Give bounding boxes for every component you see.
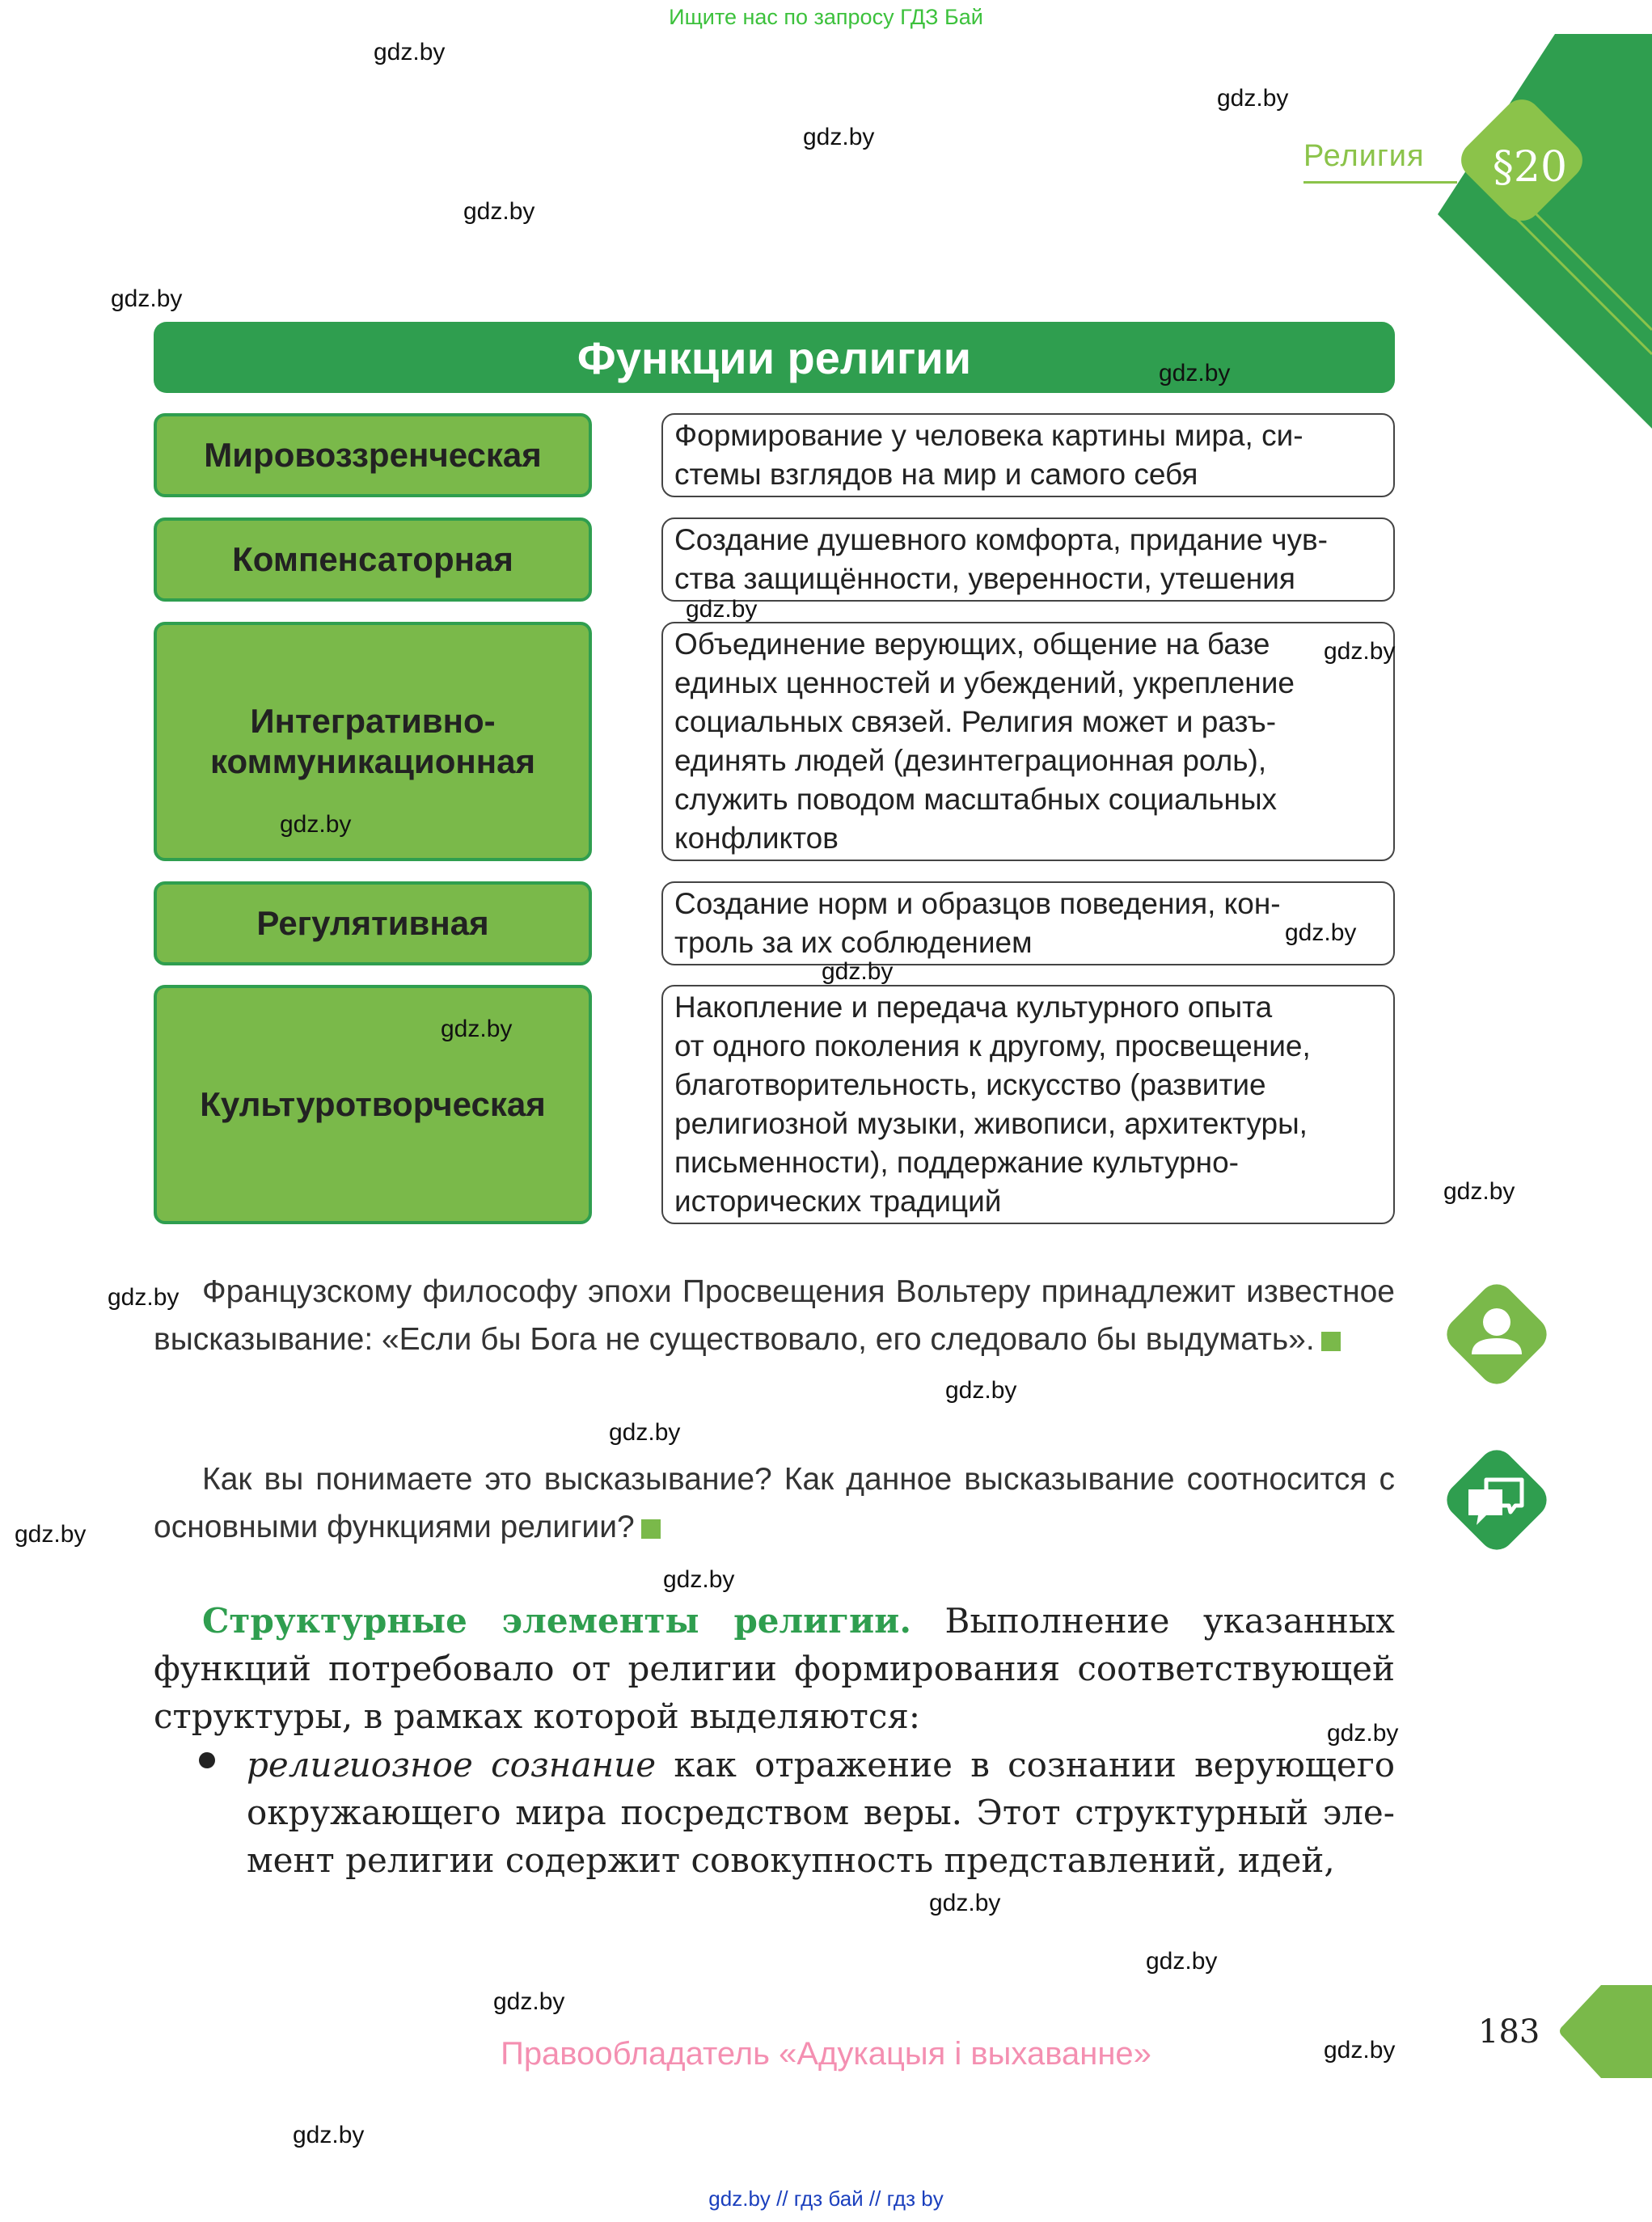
copyright-notice: Правообладатель «Адукацыя і выхаванне»: [501, 2036, 1151, 2072]
page-number: 183: [1478, 2013, 1540, 2051]
function-name-integrative: [154, 622, 592, 861]
watermark: gdz.by: [280, 811, 352, 838]
structure-paragraph: [154, 1597, 1395, 1740]
desc-line: Накопление и передача культурного опыта: [674, 991, 1273, 1024]
watermark: gdz.by: [463, 198, 535, 225]
watermark: gdz.by: [111, 285, 183, 312]
function-name-worldview: Мировоззренческая: [154, 413, 592, 497]
watermark: gdz.by: [1324, 638, 1396, 665]
desc-line: Объединение верующих, общение на базе: [674, 627, 1270, 661]
paragraph-number: §20: [1492, 143, 1568, 192]
watermark: gdz.by: [1324, 2037, 1396, 2064]
top-search-banner: Ищите нас по запросу ГДЗ Бай: [669, 5, 983, 29]
desc-line: единых ценностей и убеждений, укрепление: [674, 666, 1295, 699]
watermark: gdz.by: [1146, 1948, 1218, 1975]
person-icon: [1436, 1274, 1557, 1395]
watermark: gdz.by: [1327, 1720, 1399, 1747]
watermark: gdz.by: [945, 1377, 1017, 1404]
desc-line: Формирование у человека картины мира, си-: [674, 419, 1303, 452]
footer-links: gdz.by // гдз бай // гдз by: [708, 2186, 944, 2211]
watermark: gdz.by: [663, 1566, 735, 1593]
section-name: Религия: [1303, 139, 1425, 173]
desc-line: единять людей (дезинтеграционная роль),: [674, 744, 1267, 777]
end-marker-icon: [1321, 1332, 1341, 1351]
watermark: gdz.by: [686, 596, 758, 623]
watermark: gdz.by: [1443, 1178, 1515, 1205]
function-name-regulative: Регулятивная: [154, 881, 592, 965]
table-title: Функции религии: [154, 322, 1395, 393]
watermark: gdz.by: [1159, 360, 1231, 387]
desc-line: стемы взглядов на мир и самого себя: [674, 458, 1198, 491]
question-text: Как вы понимаете это высказывание? Как данное высказывание соотносится с основными функциями религии?: [154, 1462, 1395, 1544]
end-marker-icon: [641, 1519, 661, 1539]
watermark: gdz.by: [1217, 85, 1289, 112]
watermark: gdz.by: [609, 1419, 681, 1446]
function-desc-compensatory: [661, 517, 1395, 602]
desc-line: социальных связей. Религия может и разъ-: [674, 705, 1277, 738]
watermark: gdz.by: [108, 1284, 180, 1311]
watermark: gdz.by: [441, 1016, 513, 1042]
function-desc-cultural: [661, 985, 1395, 1224]
name-line: коммуникационная: [210, 742, 535, 780]
watermark: gdz.by: [374, 39, 446, 65]
desc-line: благотворительность, искусство (развитие: [674, 1068, 1266, 1101]
desc-line: от одного поколения к другому, просвещение,: [674, 1029, 1311, 1062]
section-underline: [1303, 181, 1457, 184]
desc-line: Создание норм и образцов поведения, кон-: [674, 887, 1281, 920]
watermark: gdz.by: [803, 124, 875, 150]
desc-line: троль за их соблюдением: [674, 926, 1033, 959]
chat-bubbles-icon: [1436, 1439, 1557, 1561]
desc-line: письменности), поддержание культурно-: [674, 1146, 1239, 1179]
bullet-item: [247, 1741, 1395, 1884]
watermark: gdz.by: [929, 1890, 1001, 1916]
function-name-compensatory: Компенсаторная: [154, 517, 592, 602]
question-paragraph: [154, 1455, 1395, 1551]
watermark: gdz.by: [493, 1988, 565, 2015]
bullet-icon: [199, 1752, 215, 1768]
name-line: Интегративно-: [250, 701, 496, 740]
bullet-text: как отражение в сознании верующего окружающего мира посредством веры. Этот структурный элемент религии содержит совокупность представлений, идей,: [247, 1745, 1395, 1880]
structure-heading: Структурные элементы религии.: [202, 1601, 911, 1641]
watermark: gdz.by: [1285, 919, 1357, 946]
function-desc-worldview: [661, 413, 1395, 497]
structure-text: Выполнение указанных функций потребовало от религии формирования соответствующей структуры, в рамках которой выделяются:: [154, 1601, 1395, 1736]
desc-line: Создание душевного комфорта, придание чув-: [674, 523, 1328, 556]
desc-line: служить поводом масштабных социальных: [674, 783, 1278, 816]
quote-paragraph: [154, 1268, 1395, 1363]
function-desc-integrative: [661, 622, 1395, 861]
desc-line: конфликтов: [674, 822, 839, 855]
function-name-cultural: Культуротворческая: [154, 985, 592, 1224]
desc-line: ства защищённости, уверенности, утешения: [674, 562, 1295, 595]
desc-line: религиозной музыки, живописи, архитектуры,: [674, 1107, 1308, 1140]
watermark: gdz.by: [822, 958, 894, 985]
quote-text: Французскому философу эпохи Просвещения Вольтеру принадлежит известное высказывание: «Если бы Бога не существовало, его следовало бы выдумать».: [154, 1274, 1395, 1357]
watermark: gdz.by: [15, 1521, 87, 1548]
bullet-term: религиозное сознание: [247, 1745, 657, 1785]
watermark: gdz.by: [293, 2122, 365, 2148]
desc-line: исторических традиций: [674, 1185, 1002, 1218]
